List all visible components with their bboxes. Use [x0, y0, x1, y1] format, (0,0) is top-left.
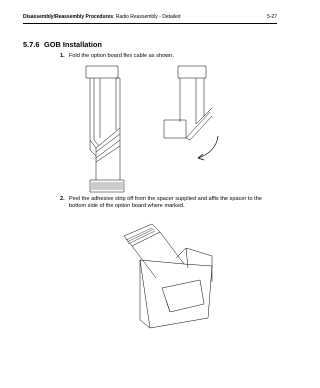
section-title: GOB Installation — [44, 40, 102, 49]
header-subtitle: : Radio Reassembly - Detailed — [113, 14, 181, 20]
step-text: Fold the option board flex cable as shown. — [69, 53, 174, 59]
header-section-title: Disassembly/Reassembly Procedures — [23, 14, 114, 20]
step-number: 1. — [60, 53, 65, 59]
page-number: 5-27 — [266, 14, 277, 20]
step-text: Peel the adhesive strip off from the spacer supplied and affix the spacer to the bottom side of the option board where marked. — [69, 196, 262, 209]
section-number: 5.7.6 — [23, 40, 40, 49]
step-number: 2. — [60, 196, 65, 202]
